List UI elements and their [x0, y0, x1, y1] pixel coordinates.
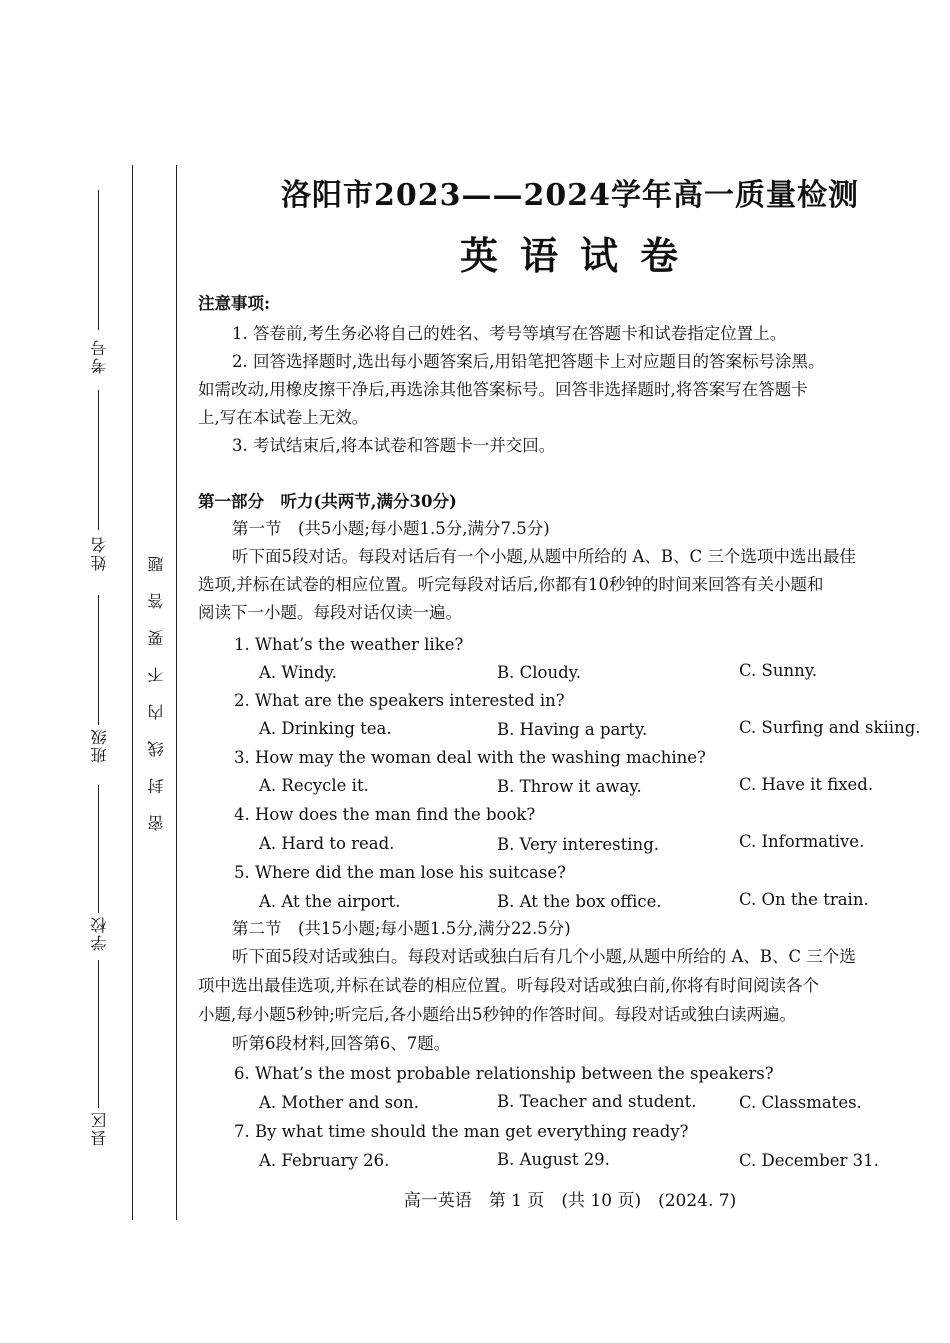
binding-line-outer: [132, 165, 133, 1220]
question-2: 2. What are the speakers interested in?: [234, 691, 565, 710]
seal-line-warning: 密封线内不要答题: [147, 535, 166, 831]
class-label: 班级: [90, 727, 109, 763]
section1-instructions-3: 阅读下一小题。每段对话仅读一遍。: [198, 603, 462, 622]
district-field[interactable]: [80, 960, 110, 1160]
class-field[interactable]: [80, 595, 110, 805]
name-rule: [98, 390, 99, 530]
question-1: 1. What’s the weather like?: [234, 635, 464, 654]
q6-option-b[interactable]: B. Teacher and student.: [497, 1092, 697, 1111]
school-rule: [98, 785, 99, 913]
q4-option-b[interactable]: B. Very interesting.: [497, 835, 659, 854]
q6-option-c[interactable]: C. Classmates.: [739, 1093, 862, 1112]
question-7: 7. By what time should the man get everything ready?: [234, 1122, 689, 1141]
school-field[interactable]: [80, 785, 110, 985]
name-field[interactable]: [80, 390, 110, 600]
question-5: 5. Where did the man lose his suitcase?: [234, 863, 566, 882]
section2-instructions-2: 项中选出最佳选项,并标在试卷的相应位置。听每段对话或独白前,你将有时间阅读各个: [198, 976, 819, 995]
section2-instructions: 听下面5段对话或独白。每段对话或独白后有几个小题,从题中所给的 A、B、C 三个选: [232, 947, 856, 966]
q6-option-a[interactable]: A. Mother and son.: [259, 1093, 419, 1112]
q4-option-a[interactable]: A. Hard to read.: [259, 834, 395, 853]
q4-option-c[interactable]: C. Informative.: [739, 832, 865, 851]
section1-instructions-2: 选项,并标在试卷的相应位置。听完每段对话后,你都有10秒钟的时间来回答有关小题和: [198, 575, 824, 594]
q7-option-c[interactable]: C. December 31.: [739, 1151, 879, 1170]
q7-option-b[interactable]: B. August 29.: [497, 1150, 610, 1169]
exam-number-rule: [98, 190, 99, 330]
material-6-note: 听第6段材料,回答第6、7题。: [232, 1034, 451, 1053]
q3-option-b[interactable]: B. Throw it away.: [497, 777, 642, 796]
q7-option-a[interactable]: A. February 26.: [259, 1151, 390, 1170]
exam-number-label: 考号: [90, 338, 109, 374]
question-6: 6. What’s the most probable relationship between the speakers?: [234, 1064, 774, 1083]
subject-title: 英语试卷: [459, 233, 700, 278]
notice-item-2-cont: 如需改动,用橡皮擦干净后,再选涂其他答案标号。回答非选择题时,将答案写在答题卡: [198, 380, 808, 399]
binding-line-inner: [176, 165, 177, 1220]
q5-option-b[interactable]: B. At the box office.: [497, 892, 662, 911]
q5-option-a[interactable]: A. At the airport.: [259, 892, 401, 911]
q2-option-c[interactable]: C. Surfing and skiing.: [739, 718, 921, 737]
district-label: 县区: [90, 1110, 109, 1146]
exam-number-field[interactable]: [80, 190, 110, 390]
page-footer: 高一英语 第 1 页 (共 10 页) (2024. 7): [403, 1191, 737, 1211]
question-3: 3. How may the woman deal with the washing machine?: [234, 748, 706, 767]
school-label: 学校: [90, 915, 109, 951]
question-4: 4. How does the man find the book?: [234, 805, 536, 824]
q1-option-c[interactable]: C. Sunny.: [739, 661, 818, 680]
q2-option-a[interactable]: A. Drinking tea.: [259, 719, 392, 738]
name-label: 姓名: [90, 535, 109, 571]
section1-heading: 第一节 (共5小题;每小题1.5分,满分7.5分): [232, 519, 550, 538]
section2-instructions-3: 小题,每小题5秒钟;听完后,各小题给出5秒钟的作答时间。每段对话或独白读两遍。: [198, 1005, 797, 1024]
notice-item-2: 2. 回答选择题时,选出每小题答案后,用铅笔把答题卡上对应题目的答案标号涂黑。: [232, 352, 825, 371]
q5-option-c[interactable]: C. On the train.: [739, 890, 869, 909]
q2-option-b[interactable]: B. Having a party.: [497, 720, 648, 739]
q3-option-a[interactable]: A. Recycle it.: [259, 776, 369, 795]
notice-heading: 注意事项:: [198, 294, 271, 313]
q1-option-a[interactable]: A. Windy.: [259, 663, 337, 682]
notice-item-1: 1. 答卷前,考生务必将自己的姓名、考号等填写在答题卡和试卷指定位置上。: [232, 324, 787, 343]
class-rule: [98, 595, 99, 725]
notice-item-2-end: 上,写在本试卷上无效。: [198, 408, 369, 427]
section1-instructions: 听下面5段对话。每段对话后有一个小题,从题中所给的 A、B、C 三个选项中选出最佳: [232, 547, 856, 566]
part1-heading: 第一部分 听力(共两节,满分30分): [198, 492, 457, 511]
exam-title: 洛阳市2023——2024学年高一质量检测: [281, 178, 859, 213]
notice-item-3: 3. 考试结束后,将本试卷和答题卡一并交回。: [232, 436, 556, 455]
section2-heading: 第二节 (共15小题;每小题1.5分,满分22.5分): [232, 919, 571, 938]
q3-option-c[interactable]: C. Have it fixed.: [739, 775, 874, 794]
q1-option-b[interactable]: B. Cloudy.: [497, 663, 582, 682]
district-rule: [98, 960, 99, 1108]
